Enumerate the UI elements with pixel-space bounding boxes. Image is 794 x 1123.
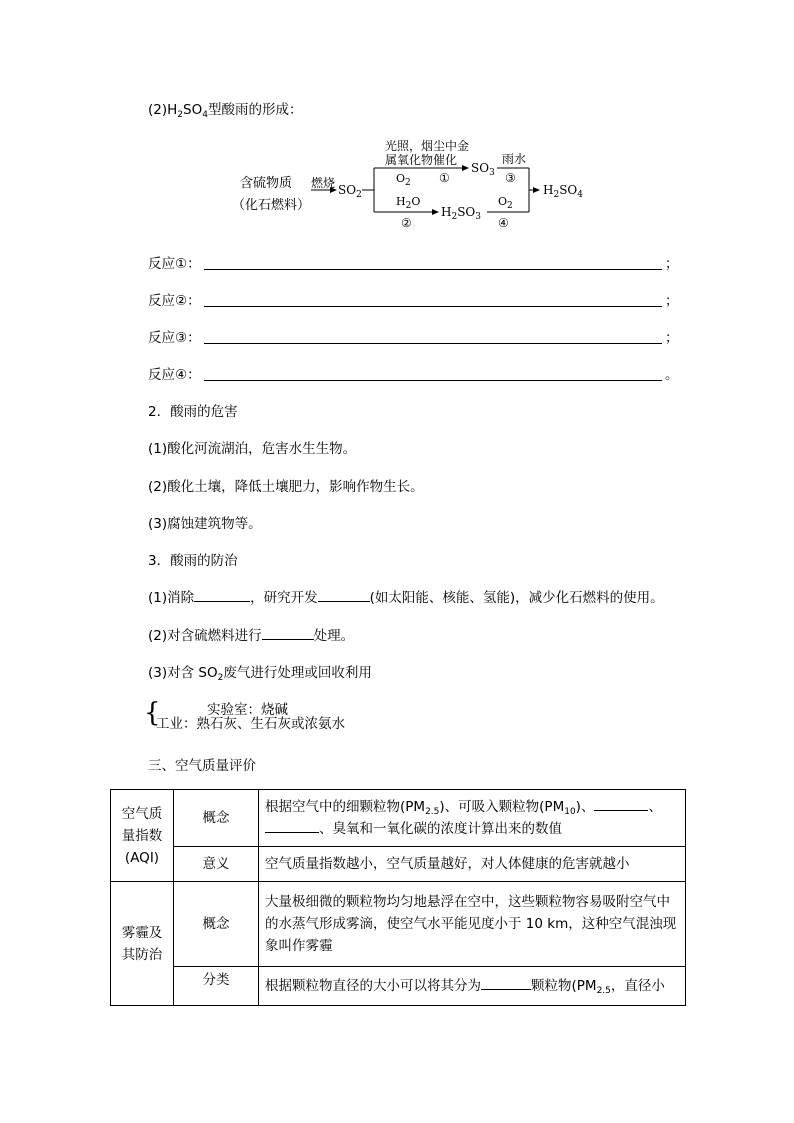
reaction-1-blank[interactable]: [204, 269, 662, 270]
reaction-3-blank[interactable]: [204, 343, 662, 344]
reaction-2-label: 反应②：: [148, 293, 201, 309]
aqi-blank-2[interactable]: [265, 820, 319, 833]
reaction-3-label: 反应③：: [148, 330, 201, 346]
prevent-blank-3[interactable]: [262, 627, 314, 640]
diagram-start-2: （化石燃料）: [232, 198, 311, 213]
harm-item-2: (2)酸化土壤，降低土壤肥力，影响作物生长。: [148, 479, 424, 495]
diagram-num3: ③: [505, 171, 516, 185]
diagram-so3: $SO_3$: [471, 161, 495, 178]
prevent-item-2: (2)对含硫燃料进行 处理。: [148, 628, 355, 644]
reaction-4-end: 。: [665, 367, 679, 383]
diagram-o2-bot: $O_2$: [498, 195, 513, 211]
prevent-blank-2[interactable]: [318, 589, 370, 602]
aqi-meaning-cell: 空气质量指数越小，空气质量越好，对人体健康的危害就越小: [259, 847, 686, 882]
aqi-blank-1[interactable]: [594, 798, 648, 811]
diagram-num4: ④: [498, 216, 509, 230]
harm-title: 2．酸雨的危害: [148, 404, 238, 420]
reaction-4-label: 反应④：: [148, 367, 201, 383]
prevent-title: 3．酸雨的防治: [148, 553, 238, 569]
reaction-1-label: 反应①：: [148, 256, 201, 272]
haze-classify-label: 分类: [174, 967, 259, 1006]
reaction-2-blank[interactable]: [204, 306, 662, 307]
aqi-meaning-label: 意义: [174, 847, 259, 882]
diagram-top-cond-1: 光照，烟尘中金: [385, 139, 470, 153]
table-row: [111, 882, 686, 967]
harm-item-1: (1)酸化河流湖泊，危害水生生物。: [148, 441, 357, 457]
prevent-blank-1[interactable]: [194, 589, 250, 602]
diagram-start-1: 含硫物质: [240, 176, 293, 191]
table-row: [111, 790, 686, 847]
section-h2so4-heading: $(2)H_2SO_4$型酸雨的形成：: [148, 102, 303, 120]
diagram-burn: 燃烧: [311, 176, 336, 190]
aqi-concept-label: 概念: [174, 790, 259, 847]
haze-head-cell: 雾霾及其防治: [111, 882, 174, 1006]
aqi-head-cell: 空气质量指数(AQI): [111, 790, 174, 882]
diagram-num1: ①: [439, 171, 450, 185]
diagram-h2o: $H_2O$: [396, 195, 421, 211]
acid-rain-diagram: [0, 0, 794, 240]
table-row: [111, 847, 686, 882]
diagram-rain: 雨水: [502, 152, 527, 166]
diagram-num2: ②: [401, 216, 412, 230]
diagram-so2: $SO_2$: [338, 183, 362, 200]
air-quality-table: [110, 789, 686, 1006]
prevent-industry: 工业：熟石灰、生石灰或浓氨水: [156, 716, 345, 732]
prevent-lab: 实验室：烧碱: [207, 702, 288, 718]
aqi-section-title: 三、空气质量评价: [148, 758, 256, 774]
prevent-brace: {: [144, 698, 161, 728]
diagram-top-cond-2: 属氧化物催化: [385, 153, 458, 167]
reaction-2-end: ；: [665, 293, 679, 309]
table-row: [111, 967, 686, 1006]
prevent-item-1: (1)消除 ，研究开发 (如太阳能、核能、氢能)，减少化石燃料的使用。: [148, 590, 664, 606]
haze-blank[interactable]: [481, 977, 531, 990]
aqi-concept-cell: 根据空气中的细颗粒物$(PM_{2.5})$、可吸入颗粒物$(PM_{10})$、 、 、臭氧和一氧化碳的浓度计算出来的数值: [259, 790, 686, 847]
diagram-o2-top: $O_2$: [396, 172, 411, 188]
haze-concept-label: 概念: [174, 882, 259, 967]
reaction-1-end: ；: [665, 256, 679, 272]
harm-item-3: (3)腐蚀建筑物等。: [148, 516, 262, 532]
reaction-3-end: ；: [665, 330, 679, 346]
haze-concept-cell: 大量极细微的颗粒物均匀地悬浮在空中，这些颗粒物容易吸附空气中的水蒸气形成雾滴，使空气水平能见度小于 10 km，这种空气混浊现象叫作雾霾: [259, 882, 686, 967]
prevent-item-3: (3)对含 $SO_2$废气进行处理或回收利用: [148, 665, 372, 683]
diagram-h2so3: $H_2SO_3$: [441, 205, 481, 222]
diagram-h2so4: $H_2SO_4$: [543, 183, 583, 200]
haze-classify-cell: 根据颗粒物直径的大小可以将其分为 颗粒物($PM_{2.5}$，直径小: [259, 967, 686, 1006]
reaction-4-blank[interactable]: [204, 380, 662, 381]
